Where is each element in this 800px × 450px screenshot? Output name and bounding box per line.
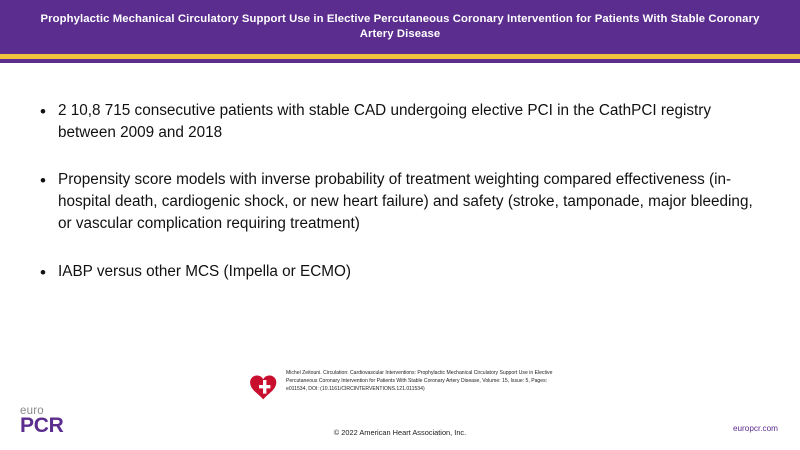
list-item-text: IABP versus other MCS (Impella or ECMO) bbox=[58, 262, 351, 280]
list-item-text: Propensity score models with inverse probability of treatment weighting compared effectiveness (in-hospital death, cardiogenic shock, or new heart failure) and safety (stroke, tamponade, major bleeding, or vascular complication requiring treatment) bbox=[58, 171, 753, 232]
bullet-marker-icon: • bbox=[40, 262, 46, 282]
bullet-list bbox=[34, 100, 764, 285]
list-item-text: 2 10,8 715 consecutive patients with stable CAD undergoing elective PCI in the CathPCI registry between 2009 and 2018 bbox=[58, 102, 712, 141]
bullet-marker-icon: • bbox=[40, 102, 46, 121]
copyright-text: © 2022 American Heart Association, Inc. bbox=[333, 428, 467, 437]
europcr-logo-euro: euro bbox=[20, 404, 44, 417]
page-title: Prophylactic Mechanical Circulatory Support Use in Elective Percutaneous Coronary Intervention for Patients With Stable Coronary Artery Disease bbox=[40, 12, 760, 40]
europcr-logo bbox=[20, 406, 63, 437]
aha-heart-torch-logo bbox=[246, 371, 280, 405]
europcr-logo-pcr: PCR bbox=[20, 414, 64, 437]
europcr-url[interactable]: europcr.com bbox=[732, 424, 778, 433]
citation-text: Michel Zeitouni. Circulation: Cardiovascular Interventions: Prophylactic Mechanical Circulatory Support Use in Elective Percutaneous Coronary Intervention for Patients With Stable Coronary Artery Disease, Volume: 15, Issue: 5, Pages: e011534, DOI: (10.1161/CIRCINTERVENTIONS.121.011534) bbox=[286, 370, 553, 392]
citation-block bbox=[246, 370, 566, 405]
list-item bbox=[34, 169, 764, 234]
list-item bbox=[34, 100, 764, 143]
list-item bbox=[34, 261, 764, 285]
purple-accent-bar bbox=[0, 59, 800, 63]
bullet-marker-icon: • bbox=[40, 171, 46, 191]
slide-header bbox=[0, 0, 800, 54]
